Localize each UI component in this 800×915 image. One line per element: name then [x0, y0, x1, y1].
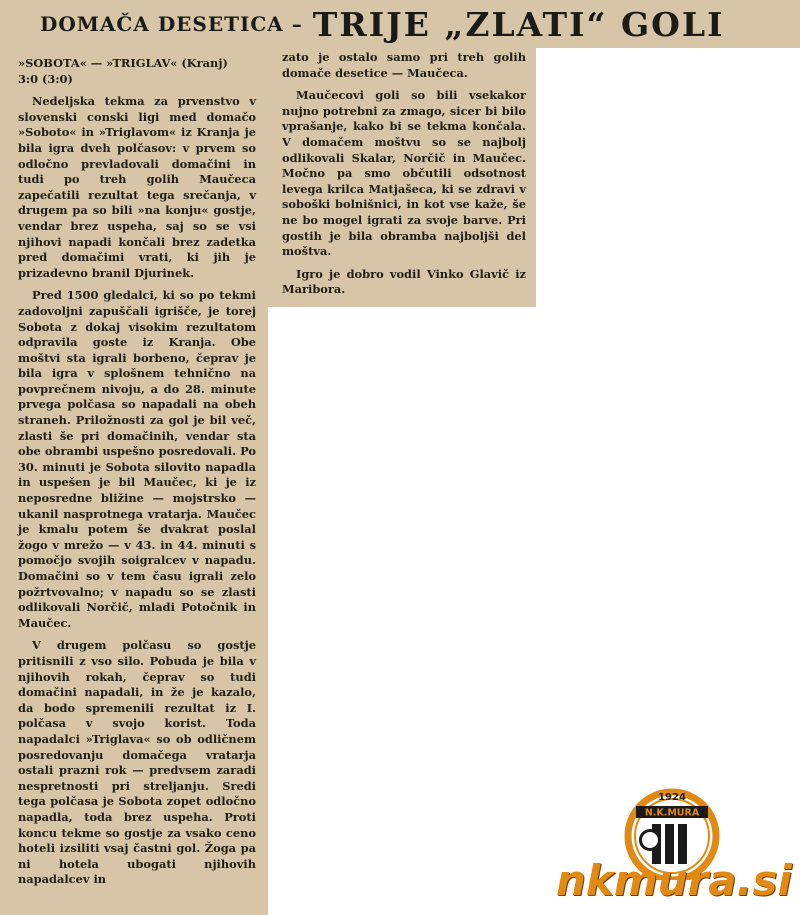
match-teams: »SOBOTA« — »TRIGLAV« (Kranj)	[18, 56, 228, 70]
headline-main: TRIJE „ZLATI“ GOLI	[312, 4, 725, 44]
crest-year: 1924	[658, 792, 686, 803]
crest-club-name: N.K.MURA	[644, 807, 700, 819]
paragraph: Igro je dobro vodil Vinko Glavič iz Maribora.	[282, 266, 526, 297]
article-left-column	[18, 56, 256, 895]
article-right-column	[282, 50, 526, 305]
paragraph: V drugem polčasu so gostje pritisnili z vso silo. Pobuda je bila v njihovih rokah, čeprav so tudi domačini napadali, in že je kazalo, da bodo spremenili rezultat iz I. polčasa v svojo korist. Toda napadalci »Triglava« so ob odličnem posredovanju domačega vratarja ostali prazni rok — predvsem zaradi nespretnosti pri streljanju. Sredi tega polčasa je Sobota zopet odločno napadla, toda brez uspeha. Proti koncu tekme so gostje za vsako ceno hoteli izsiliti vsaj častni gol. Žoga pa ni hotela ubogati njihovih napadalcev in	[18, 638, 256, 887]
headline-kicker: DOMAČA DESETICA –	[40, 12, 303, 36]
site-wordmark: nkmura.si	[556, 856, 792, 905]
headline	[0, 0, 800, 48]
paragraph: Pred 1500 gledalci, ki so po tekmi zadovoljni zapuščali igrišče, je torej Sobota z dokaj visokim rezultatom odpravila goste iz Kranja. Obe moštvi sta igrali borbeno, čeprav je bila igra v splošnem tehnično na povprečnem nivoju, a do 28. minute prvega polčasa so napadali na obeh straneh. Priložnosti za gol je bil več, zlasti še pri domačinih, vendar sta obe obrambi uspešno posredovali. Po 30. minuti je Sobota silovito napadla in uspešen je bil Maučec, ki je iz neposredne bližine — mojstrsko — ukanil nasprotnega vratarja. Maučec je kmalu potem še dvakrat poslal žogo v mrežo — v 43. in 44. minuti s pomočjo svojih soigralcev v napadu. Domačini so v tem času igrali zelo požrtvovalno; v napadu so se zlasti odlikovali Norčič, mladi Potočnik in Maučec.	[18, 288, 256, 630]
paragraph: zato je ostalo samo pri treh golih domače desetice — Maučeca.	[282, 50, 526, 80]
paragraph: Nedeljska tekma za prvenstvo v slovenski conski ligi med domačo »Soboto« in »Triglavom« iz Kranja je bila igra dveh polčasov: v prvem so odločno prevladovali domačini in tudi po treh golih Maučeca zapečatili rezultat tega srečanja, v drugem pa so bili »na konju« gostje, vendar brez uspeha, saj so se vsi njihovi napadi končali brez zadetka pred domačimi vrati, ki jih je prizadevno branil Djurinek.	[18, 94, 256, 280]
paragraph: Maučecovi goli so bili vsekakor nujno potrebni za zmago, sicer bi bilo vprašanje, kako bi se tekma končala. V domačem moštvu so se najbolj odlikovali Skalar, Norčič in Maučec. Močno pa smo občutili odsotnost levega krilca Matjašeca, ki se zdravi v soboški bolnišnici, in kot vse kaže, še ne bo mogel igrati za svoje barve. Pri gostih je bila obramba najboljši del moštva.	[282, 88, 526, 259]
match-score: 3:0 (3:0)	[18, 71, 73, 86]
match-result	[18, 56, 256, 87]
